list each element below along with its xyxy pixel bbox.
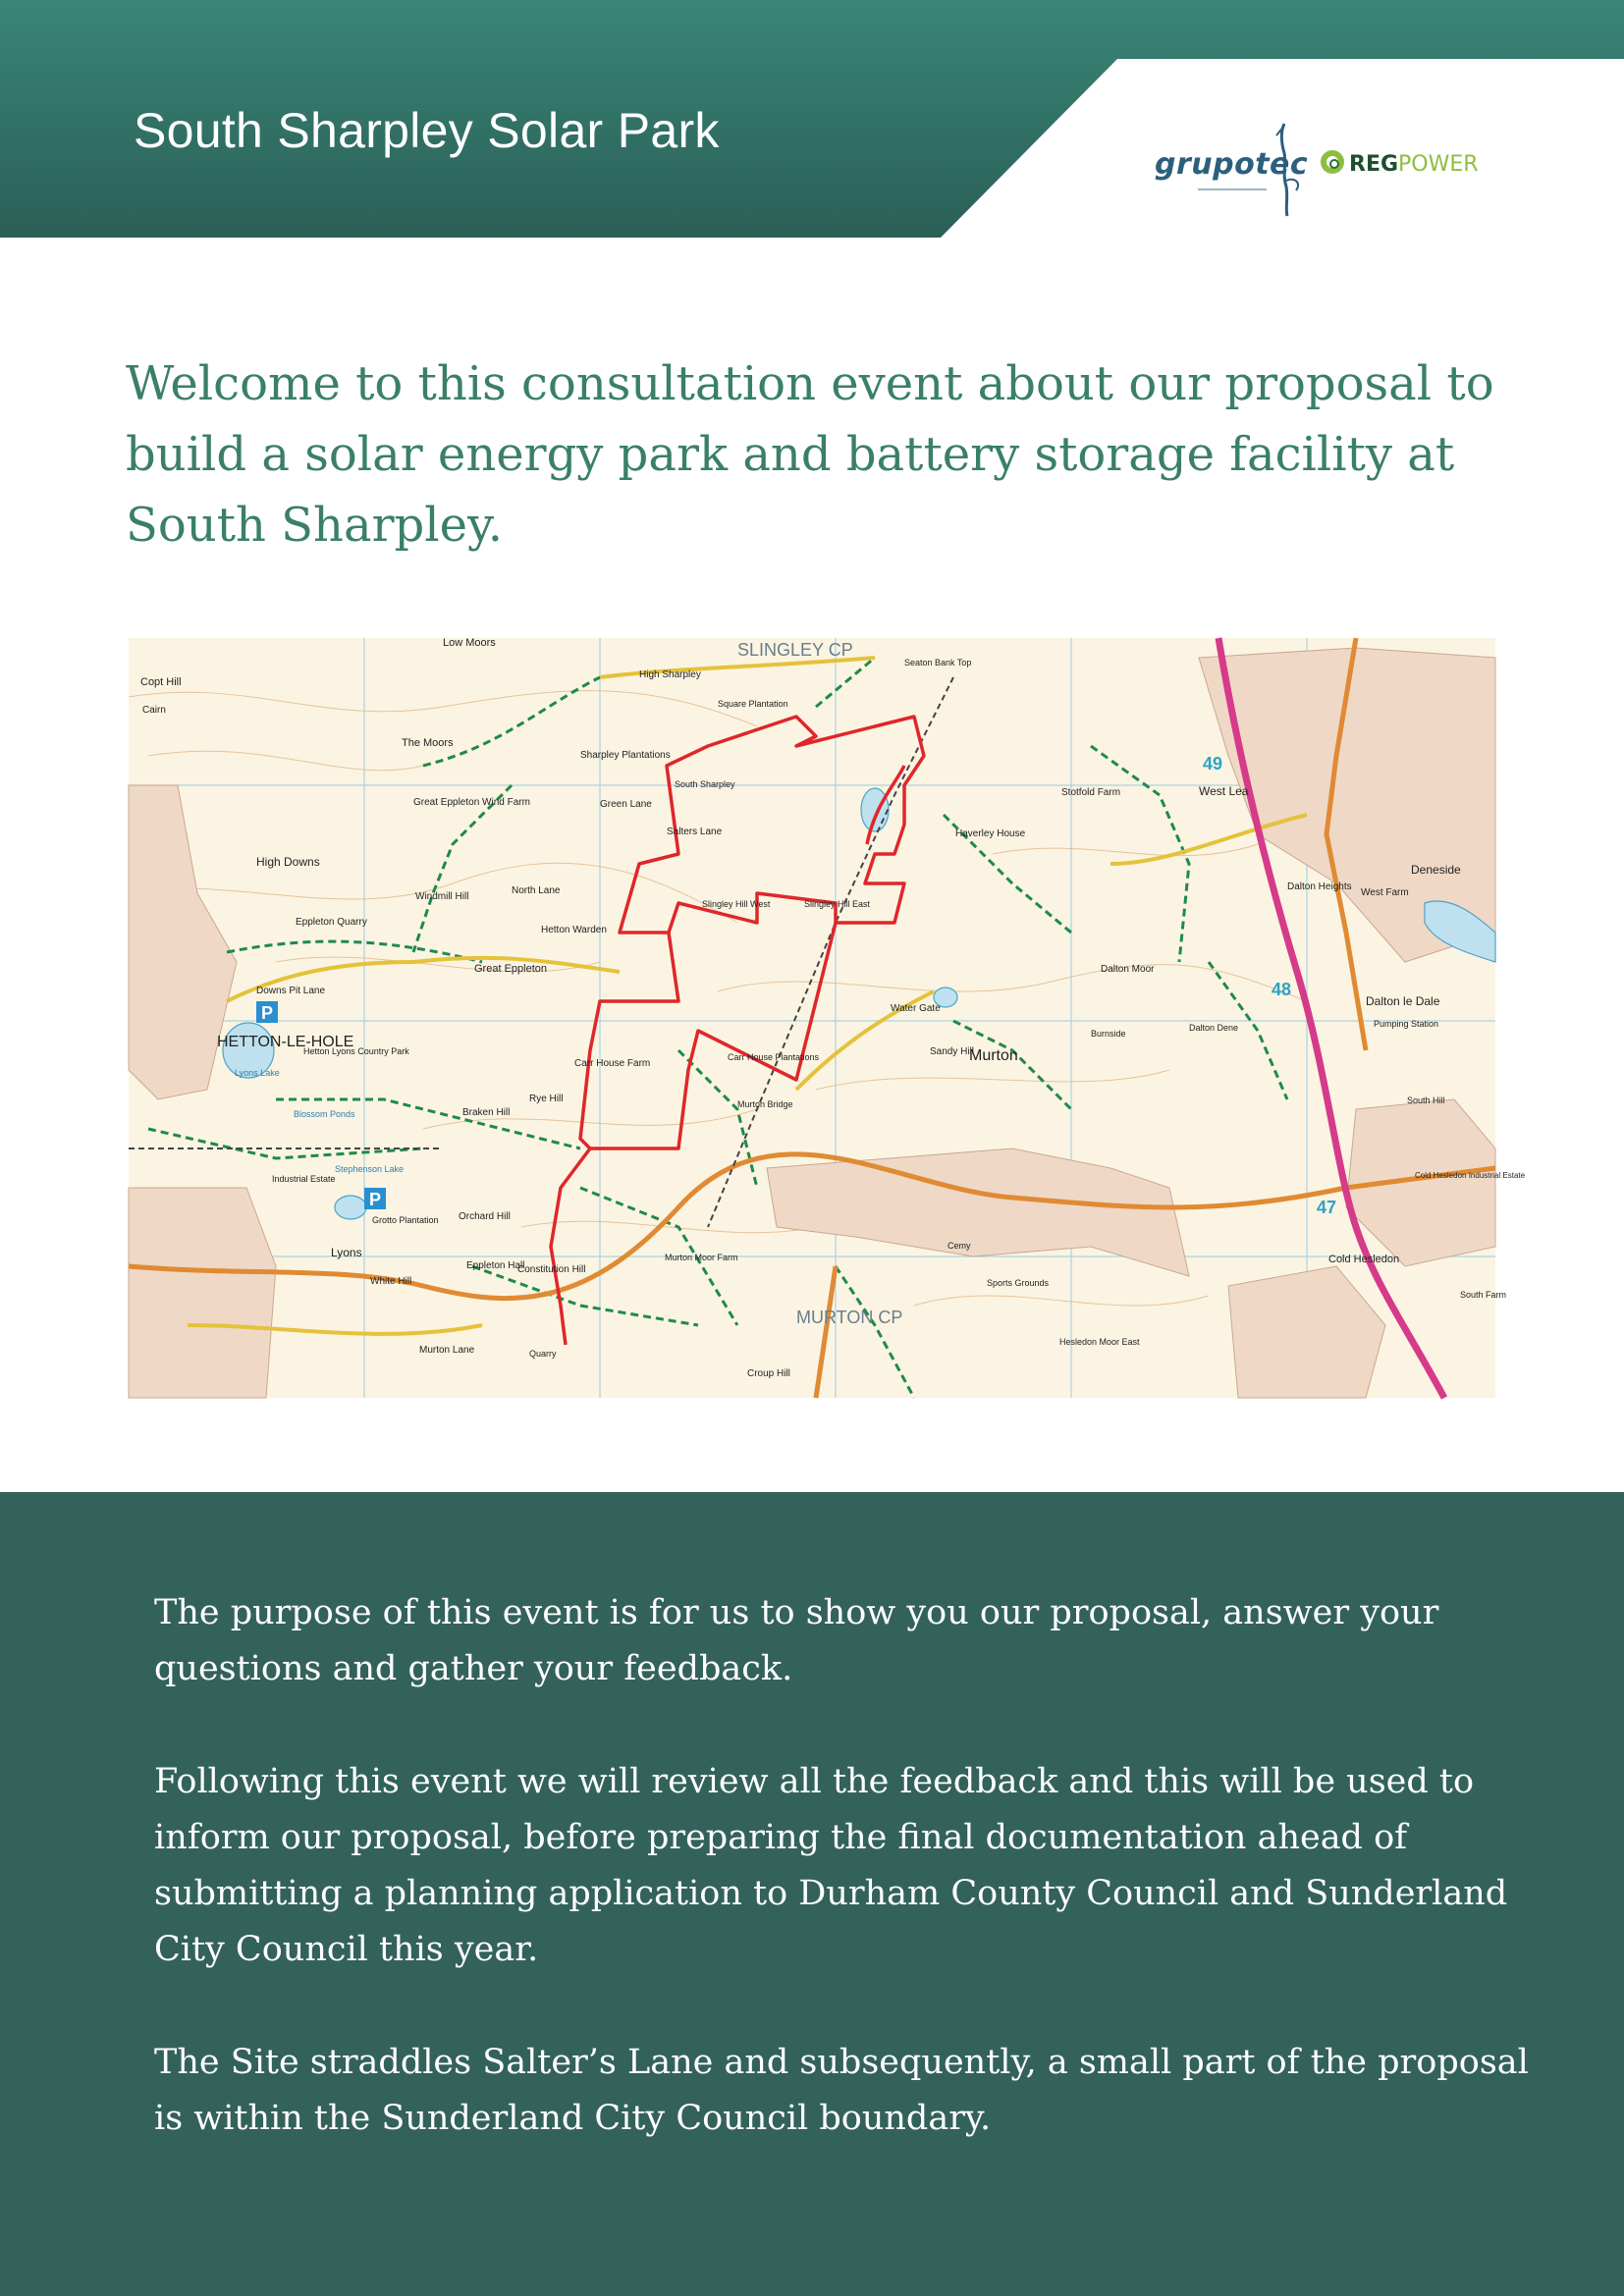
- map-label-braken-hill: Braken Hill: [462, 1107, 511, 1118]
- map-label-high-sharpley: High Sharpley: [639, 669, 701, 680]
- map-label-sports-grounds: Sports Grounds: [987, 1278, 1050, 1288]
- map-label-dalton-heights: Dalton Heights: [1287, 881, 1352, 892]
- map-label-orchard-hill: Orchard Hill: [459, 1211, 511, 1222]
- map-label-burnside: Burnside: [1091, 1029, 1126, 1039]
- map-label-hetton-lyons-country-park: Hetton Lyons Country Park: [303, 1046, 409, 1056]
- crane-logo-icon: [1272, 122, 1312, 220]
- next-steps-paragraph: Following this event we will review all the feedback and this will be used to inform our proposal, before preparing the final documentation ahead of submitting a planning application to Durham County Council and Sunderland City Council this year.: [154, 1762, 1508, 1969]
- map-label-grotto-plantation: Grotto Plantation: [372, 1215, 439, 1225]
- map-label-hesledon-moor-east: Hesledon Moor East: [1059, 1337, 1140, 1347]
- map-label-south-hill: South Hill: [1407, 1095, 1445, 1105]
- map-label-low-moors: Low Moors: [443, 637, 496, 649]
- map-label-constitution-hill: Constitution Hill: [517, 1264, 586, 1275]
- map-label-dalton-moor: Dalton Moor: [1101, 964, 1155, 975]
- map-label-cold-hesledon-industrial-estate: Cold Hesledon Industrial Estate: [1415, 1171, 1526, 1180]
- grupotec-logo: grupotec: [1155, 147, 1309, 182]
- purpose-paragraph: The purpose of this event is for us to show you our proposal, answer your questions and gather your feedback.: [154, 1593, 1439, 1688]
- map-label-slingley-hill-west: Slingley Hill West: [702, 899, 771, 909]
- map-label-the-moors: The Moors: [402, 737, 454, 749]
- map-label-industrial-estate: Industrial Estate: [272, 1174, 336, 1184]
- map-label-sandy-hill: Sandy Hill: [930, 1046, 975, 1057]
- regpower-power-text: POWER: [1398, 152, 1479, 177]
- map-label-water-gate: Water Gate: [891, 1003, 941, 1014]
- map-label-pumping-station: Pumping Station: [1374, 1019, 1439, 1029]
- map-label-stotfold-farm: Stotfold Farm: [1061, 787, 1121, 798]
- map-label-blossom-ponds: Blossom Ponds: [294, 1109, 355, 1119]
- intro-heading: Welcome to this consultation event about our proposal to build a solar energy park and battery storage facility at South Sharpley.: [126, 356, 1494, 553]
- map-label-high-downs: High Downs: [256, 855, 320, 869]
- svg-text:P: P: [261, 1003, 274, 1023]
- map-label-lyons-lake: Lyons Lake: [235, 1068, 280, 1078]
- map-label-hetton-le-hole: HETTON-LE-HOLE: [217, 1034, 354, 1050]
- project-title: South Sharpley Solar Park: [134, 103, 720, 158]
- map-label-hetton-warden: Hetton Warden: [541, 925, 607, 935]
- map-label-great-eppleton: Great Eppleton: [474, 963, 547, 975]
- map-label-great-eppleton-wind-farm: Great Eppleton Wind Farm: [413, 797, 530, 808]
- map-label-north-lane: North Lane: [512, 885, 561, 896]
- regpower-reg-text: REG: [1349, 152, 1399, 177]
- map-label-carr-house-plantations: Carr House Plantations: [728, 1052, 820, 1062]
- map-label-murton-moor-farm: Murton Moor Farm: [665, 1253, 738, 1262]
- map-label-murton-bridge: Murton Bridge: [737, 1099, 793, 1109]
- map-label-murton-cp: MURTON CP: [796, 1308, 903, 1327]
- map-label-slingley-cp: SLINGLEY CP: [737, 640, 853, 660]
- map-label-green-lane: Green Lane: [600, 799, 652, 810]
- svg-text:P: P: [369, 1190, 382, 1209]
- map-label-dalton-le-dale: Dalton le Dale: [1366, 994, 1440, 1008]
- map-label-west-lea: West Lea: [1199, 784, 1249, 798]
- site-location-map: [129, 637, 1526, 1398]
- parking-icon: [364, 1188, 386, 1209]
- motorway-junction-47: 47: [1317, 1198, 1337, 1217]
- map-label-salters-lane: Salters Lane: [667, 827, 723, 837]
- site-boundary-paragraph: The Site straddles Salter’s Lane and subsequently, a small part of the proposal is within the Sunderland City Council boundary.: [154, 2043, 1529, 2138]
- map-label-lyons: Lyons: [331, 1246, 362, 1259]
- map-label-copt-hill: Copt Hill: [140, 676, 182, 688]
- parking-icon: [256, 1001, 278, 1023]
- map-label-white-hill: White Hill: [370, 1276, 412, 1287]
- map-label-murton-lane: Murton Lane: [419, 1345, 475, 1356]
- map-label-haverley-house: Haverley House: [955, 828, 1026, 839]
- map-svg: [129, 637, 1526, 1398]
- map-label-eppleton-quarry: Eppleton Quarry: [296, 917, 367, 928]
- map-label-deneside: Deneside: [1411, 863, 1461, 877]
- map-label-carr-house-farm: Carr House Farm: [574, 1058, 651, 1069]
- map-label-downs-pit-lane: Downs Pit Lane: [256, 986, 326, 996]
- map-label-south-sharpley: South Sharpley: [675, 779, 735, 789]
- map-label-square-plantation: Square Plantation: [718, 699, 788, 709]
- map-label-windmill-hill: Windmill Hill: [415, 891, 469, 902]
- map-label-south-farm: South Farm: [1460, 1290, 1507, 1300]
- grupotec-logo-underline: [1198, 188, 1267, 190]
- map-label-quarry: Quarry: [529, 1349, 557, 1359]
- map-label-dalton-dene: Dalton Dene: [1189, 1023, 1239, 1033]
- map-label-cairn: Cairn: [142, 705, 166, 716]
- partner-logos: [1149, 118, 1502, 216]
- map-label-stephenson-lake: Stephenson Lake: [335, 1164, 405, 1174]
- map-label-eppleton-hall: Eppleton Hall: [466, 1260, 525, 1271]
- regpower-ring-icon: [1321, 150, 1344, 174]
- map-label-rye-hill: Rye Hill: [529, 1094, 564, 1104]
- map-label-west-farm: West Farm: [1361, 887, 1409, 898]
- regpower-logo: [1349, 152, 1479, 177]
- map-label-cold-hesledon: Cold Hesledon: [1328, 1254, 1400, 1265]
- map-label-croup-hill: Croup Hill: [747, 1368, 790, 1379]
- map-label-cemy: Cemy: [947, 1241, 971, 1251]
- map-label-seaton-bank-top: Seaton Bank Top: [904, 658, 972, 667]
- map-label-slingley-hill-east: Slingley Hill East: [804, 899, 871, 909]
- map-label-murton: Murton: [969, 1047, 1018, 1064]
- map-label-sharpley-plantations: Sharpley Plantations: [580, 750, 671, 761]
- motorway-junction-49: 49: [1203, 754, 1223, 774]
- motorway-junction-48: 48: [1272, 980, 1292, 999]
